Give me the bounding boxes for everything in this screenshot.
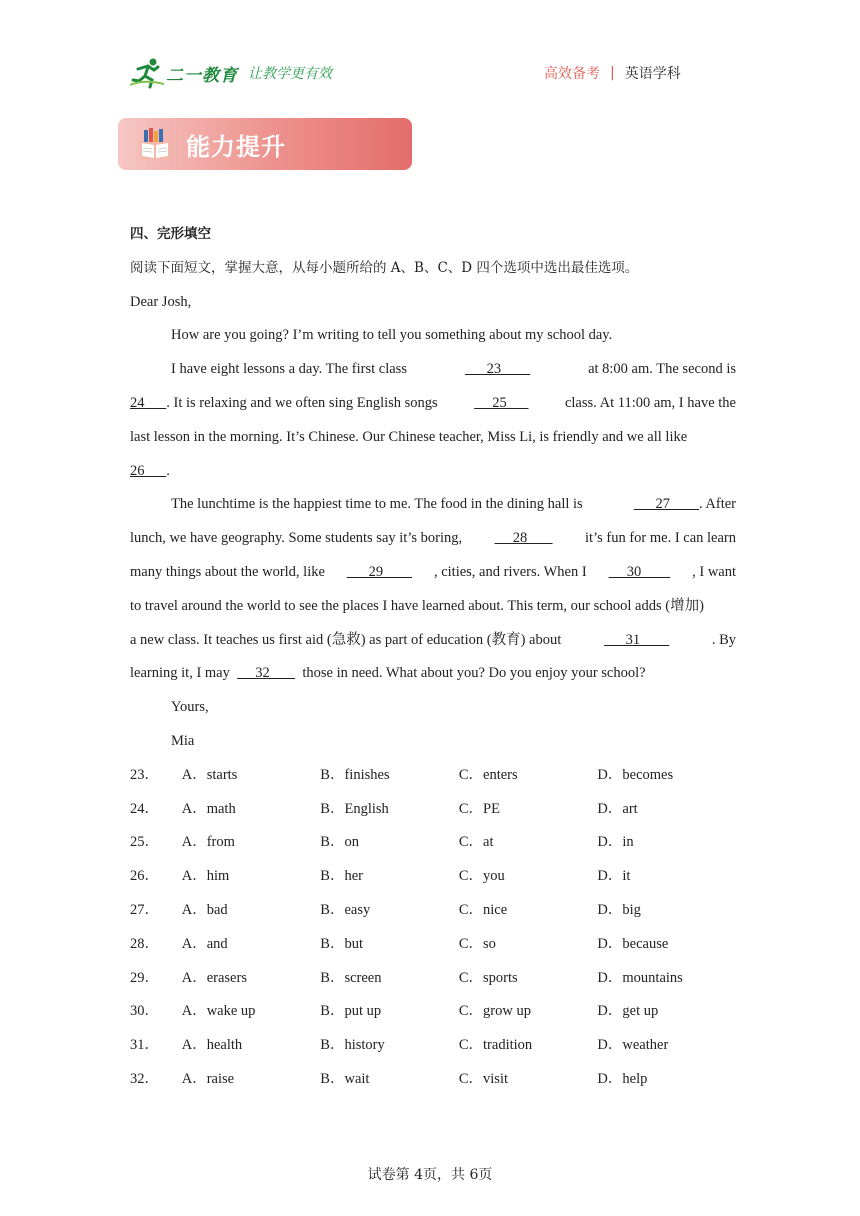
runner-logo-icon (130, 57, 164, 89)
logo-slogan: 让教学更有效 (248, 66, 332, 82)
section-banner (118, 118, 412, 170)
blank-26: 26 (130, 462, 167, 479)
page-header (0, 0, 860, 110)
option-a[interactable]: A．erasers (181, 969, 247, 986)
text-segment: class. At 11:00 am, I have the (564, 394, 736, 411)
letter-paragraph-3-line-3 (130, 556, 736, 590)
letter-signature: Mia (171, 732, 195, 749)
logo (130, 55, 332, 91)
option-a[interactable]: A．him (181, 868, 230, 885)
page-footer: 试卷第 4页，共 6页 (367, 1167, 493, 1183)
option-a[interactable]: A．starts (181, 766, 238, 783)
question-number: 27． (130, 901, 159, 918)
question-list (130, 759, 736, 1097)
option-d[interactable]: D．get up (597, 1003, 659, 1020)
blank-23: 23 (464, 361, 531, 378)
option-a[interactable]: A．raise (181, 1070, 235, 1087)
logo-text: 二一教育 (166, 65, 238, 86)
letter-paragraph-3-line-1 (130, 488, 736, 522)
option-d[interactable]: D．big (597, 901, 641, 918)
letter-closing: Yours, (171, 699, 209, 716)
question-item (130, 962, 736, 996)
option-c[interactable]: C．grow up (458, 1003, 531, 1020)
blank-25: 25 (474, 394, 529, 411)
option-c[interactable]: C．tradition (458, 1037, 533, 1054)
letter-paragraph-2-line-4 (130, 455, 736, 489)
text-segment: learning it, I may (130, 665, 230, 682)
option-c[interactable]: C．enters (458, 766, 518, 783)
option-c[interactable]: C．so (458, 935, 496, 952)
text-segment: it’s fun for me. I can learn (585, 530, 736, 547)
option-a[interactable]: A．math (181, 800, 236, 817)
option-a[interactable]: A．bad (181, 901, 228, 918)
question-number: 23． (130, 766, 159, 783)
question-number: 28． (130, 935, 159, 952)
question-item (130, 1029, 736, 1063)
option-c[interactable]: C．at (458, 834, 494, 851)
option-a[interactable]: A．health (181, 1037, 243, 1054)
option-b[interactable]: B．on (320, 834, 359, 851)
text-segment: I have eight lessons a day. The first class (171, 361, 407, 378)
header-separator: | (610, 65, 615, 81)
text-segment: . By (711, 631, 736, 648)
header-right (544, 63, 681, 83)
letter-paragraph-3-line-2 (130, 522, 736, 556)
option-b[interactable]: B．wait (320, 1070, 370, 1087)
option-b[interactable]: B．her (320, 868, 363, 885)
question-item (130, 860, 736, 894)
section-title: 四、完形填空 (130, 226, 211, 242)
option-c[interactable]: C．sports (458, 969, 518, 986)
question-number: 25． (130, 834, 159, 851)
instruction-text: 阅读下面短文，掌握大意，从每小题所给的 A、B、C、D 四个选项中选出最佳选项。 (130, 259, 639, 276)
question-number: 32． (130, 1070, 159, 1087)
option-d[interactable]: D．art (597, 800, 638, 817)
option-a[interactable]: A．wake up (181, 1003, 256, 1020)
header-tag-exam-prep: 高效备考 (544, 66, 600, 82)
option-b[interactable]: B．but (320, 935, 363, 952)
blank-24: 24 (130, 394, 167, 411)
exam-content (130, 218, 736, 1097)
option-a[interactable]: A．from (181, 834, 235, 851)
option-c[interactable]: C．nice (458, 901, 508, 918)
banner-title: 能力提升 (186, 132, 286, 161)
question-number: 31． (130, 1037, 159, 1054)
text-segment: many things about the world, like (130, 563, 325, 580)
text-segment: a new class. It teaches us first aid (急救) as part of education (教育) about (130, 631, 562, 648)
option-c[interactable]: C．PE (458, 800, 500, 817)
letter-paragraph-3-line-4: to travel around the world to see the places I have learned about. This term, our school adds (增加) (130, 597, 704, 614)
option-d[interactable]: D．becomes (597, 766, 674, 783)
text-segment: The lunchtime is the happiest time to me. The food in the dining hall is (171, 496, 583, 513)
option-d[interactable]: D．weather (597, 1037, 669, 1054)
text-segment: . It is relaxing and we often sing English songs (166, 394, 438, 411)
blank-29: 29 (346, 563, 413, 580)
option-b[interactable]: B．easy (320, 901, 371, 918)
option-b[interactable]: B．history (320, 1037, 385, 1054)
question-item (130, 793, 736, 827)
question-item (130, 826, 736, 860)
letter-paragraph-3-line-5 (130, 624, 736, 658)
option-d[interactable]: D．help (597, 1070, 648, 1087)
text-segment: . After (698, 496, 736, 513)
text-segment: at 8:00 am. The second is (588, 361, 736, 378)
letter-paragraph-2-line-2 (130, 387, 736, 421)
option-d[interactable]: D．because (597, 935, 669, 952)
blank-28: 28 (494, 530, 553, 547)
question-number: 24． (130, 800, 159, 817)
header-tag-subject: 英语学科 (624, 66, 681, 82)
option-d[interactable]: D．mountains (597, 969, 683, 986)
question-item (130, 759, 736, 793)
letter-paragraph-1: How are you going? I’m writing to tell you something about my school day. (171, 327, 613, 344)
blank-27: 27 (633, 496, 699, 513)
blank-31: 31 (603, 631, 670, 648)
question-item (130, 1063, 736, 1097)
option-c[interactable]: C．visit (458, 1070, 509, 1087)
option-b[interactable]: B．finishes (320, 766, 390, 783)
option-d[interactable]: D．in (597, 834, 634, 851)
question-number: 26． (130, 868, 159, 885)
question-item (130, 995, 736, 1029)
question-item (130, 894, 736, 928)
blank-30: 30 (608, 563, 671, 580)
question-number: 29． (130, 969, 159, 986)
question-number: 30． (130, 1003, 159, 1020)
option-b[interactable]: B．screen (320, 969, 382, 986)
option-d[interactable]: D．it (597, 868, 631, 885)
letter-paragraph-2-line-1 (130, 353, 736, 387)
book-icon (138, 127, 172, 161)
option-c[interactable]: C．you (458, 868, 505, 885)
option-b[interactable]: B．English (320, 800, 389, 817)
option-a[interactable]: A．and (181, 935, 228, 952)
text-segment: those in need. What about you? Do you enjoy your school? (302, 665, 646, 682)
letter-paragraph-2-line-3: last lesson in the morning. It’s Chinese. Our Chinese teacher, Miss Li, is friendly and we all like (130, 428, 688, 445)
option-b[interactable]: B．put up (320, 1003, 382, 1020)
letter-greeting: Dear Josh, (130, 293, 192, 310)
text-segment: , cities, and rivers. When I (433, 563, 587, 580)
text-segment: . (166, 462, 170, 479)
letter-paragraph-3-line-6 (130, 657, 736, 691)
blank-32: 32 (237, 665, 296, 682)
question-item (130, 928, 736, 962)
text-segment: lunch, we have geography. Some students say it’s boring, (130, 530, 463, 547)
text-segment: , I want (692, 563, 736, 580)
